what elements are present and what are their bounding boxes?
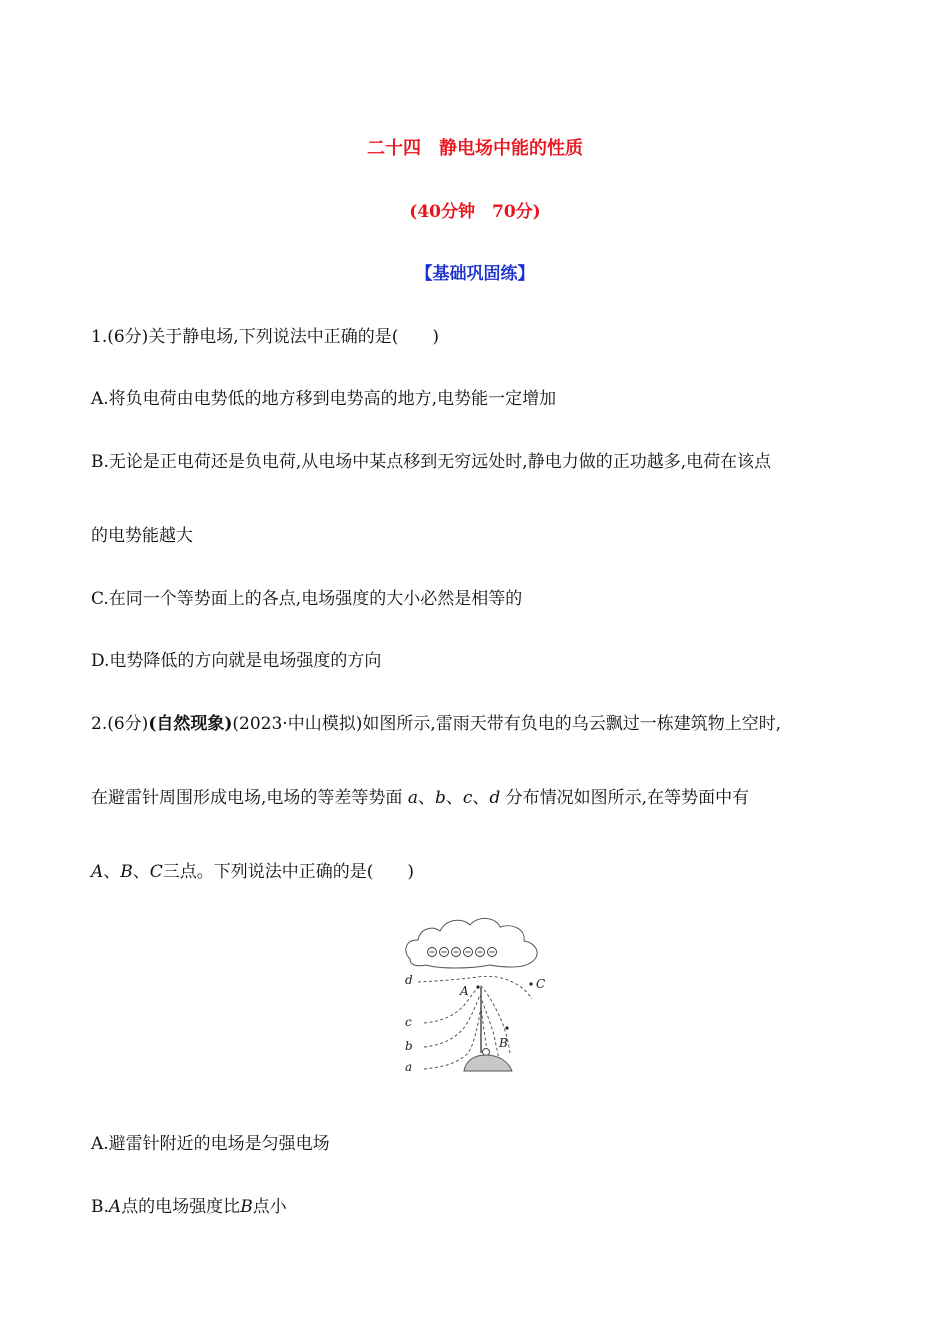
option-prefix: B. bbox=[91, 1197, 109, 1217]
var-A: A bbox=[108, 1197, 122, 1217]
q2-option-b bbox=[91, 1195, 859, 1219]
q2-line1-text: (2023·中山模拟)如图所示,雷雨天带有负电的乌云飘过一栋建筑物上空时, bbox=[232, 714, 782, 734]
q2-line2-text: 在避雷针周围形成电场,电场的等差等势面 bbox=[91, 788, 403, 808]
q2-line2-text-end: 分布情况如图所示,在等势面中有 bbox=[505, 788, 750, 808]
lightning-rod-figure bbox=[400, 907, 550, 1077]
q2-tag: (自然现象) bbox=[148, 714, 233, 734]
point-A bbox=[476, 985, 479, 988]
q1-option-a: A.将负电荷由电势低的地方移到电势高的地方,电势能一定增加 bbox=[91, 389, 557, 409]
separator: 、 bbox=[445, 788, 463, 808]
building-dome bbox=[464, 1055, 512, 1071]
q2-stem-line1 bbox=[91, 712, 859, 736]
var-B: B bbox=[120, 862, 133, 882]
option-text-end: 点小 bbox=[252, 1197, 287, 1217]
var-A: A bbox=[91, 862, 104, 882]
label-d: d bbox=[405, 973, 413, 987]
point-B bbox=[505, 1026, 508, 1029]
equipotential-d bbox=[418, 976, 532, 999]
q1-stem: 1.(6分)关于静电场,下列说法中正确的是( ) bbox=[91, 327, 439, 347]
q2-stem-line2 bbox=[91, 786, 859, 810]
q2-line3-text: 三点。下列说法中正确的是( ) bbox=[162, 862, 415, 882]
field-diagram bbox=[400, 907, 550, 1077]
separator: 、 bbox=[472, 788, 490, 808]
var-a: a bbox=[407, 788, 418, 808]
point-C bbox=[529, 982, 532, 985]
separator: 、 bbox=[417, 788, 435, 808]
var-d: d bbox=[489, 788, 501, 808]
q1-option-d: D.电势降低的方向就是电场强度的方向 bbox=[91, 651, 382, 671]
var-B: B bbox=[240, 1197, 253, 1217]
time-score: (40分钟 70分) bbox=[409, 202, 541, 222]
page-title: 二十四 静电场中能的性质 bbox=[367, 138, 583, 159]
var-b: b bbox=[434, 788, 446, 808]
label-b: b bbox=[405, 1039, 413, 1053]
separator: 、 bbox=[132, 862, 150, 882]
rod-ball bbox=[483, 1049, 490, 1056]
label-a: a bbox=[405, 1060, 413, 1074]
var-C: C bbox=[149, 862, 163, 882]
separator: 、 bbox=[103, 862, 121, 882]
label-C: C bbox=[536, 977, 546, 991]
q1-option-c: C.在同一个等势面上的各点,电场强度的大小必然是相等的 bbox=[91, 589, 523, 609]
equipotential-lines bbox=[418, 976, 532, 1069]
label-B: B bbox=[499, 1036, 508, 1050]
q1-option-b-line2: 的电势能越大 bbox=[91, 526, 193, 546]
q2-stem-line3 bbox=[91, 860, 859, 884]
cloud-shape bbox=[406, 918, 537, 968]
label-A: A bbox=[460, 984, 469, 998]
q1-option-b-line1: B.无论是正电荷还是负电荷,从电场中某点移到无穷远处时,静电力做的正功越多,电荷在该点 bbox=[91, 452, 772, 472]
q2-prefix: 2.(6分) bbox=[91, 714, 149, 734]
q2-option-a: A.避雷针附近的电场是匀强电场 bbox=[91, 1134, 330, 1154]
option-text: 点的电场强度比 bbox=[121, 1197, 241, 1217]
var-c: c bbox=[462, 788, 473, 808]
section-heading: 【基础巩固练】 bbox=[415, 264, 535, 284]
label-c: c bbox=[405, 1015, 412, 1029]
